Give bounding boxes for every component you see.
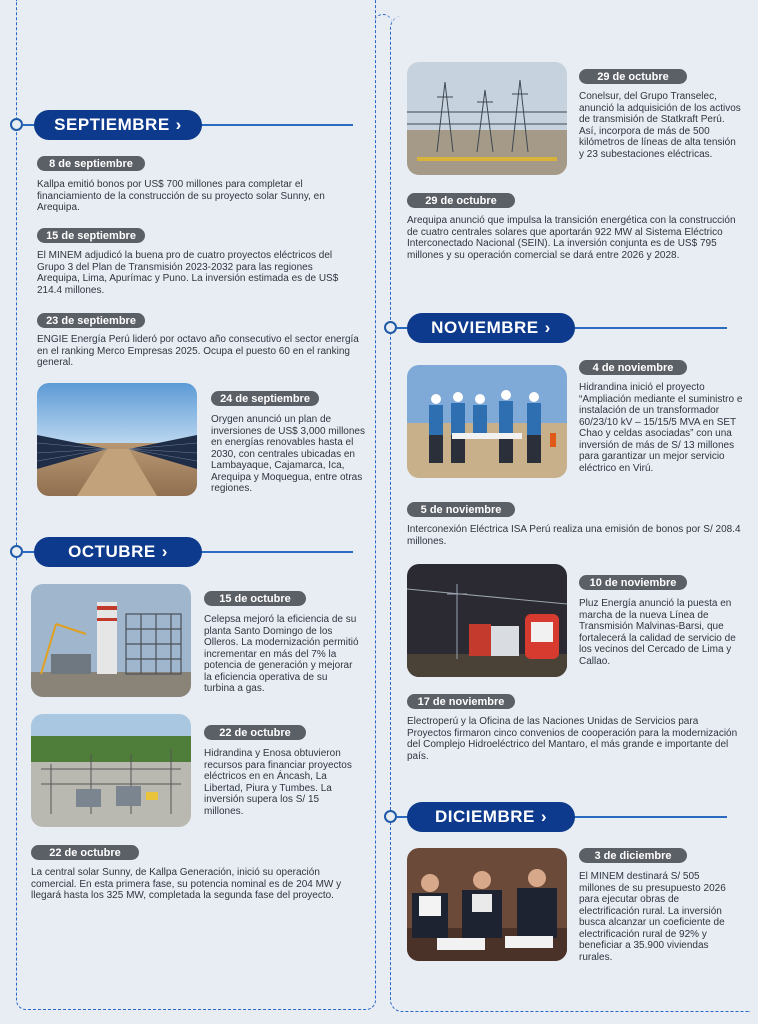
- date-badge: 22 de octubre: [31, 845, 139, 860]
- date-badge: 8 de septiembre: [37, 156, 145, 171]
- event-text: Kallpa emitió bonos por US$ 700 millones para completar el financiamiento de la construcción de su proyecto solar Sunny, en Arequipa.: [37, 179, 325, 213]
- solar-farm-photo: [37, 383, 197, 496]
- event-text: Pluz Energía anunció la puesta en marcha de la nueva Línea de Transmisión Malvinas-Barsi, que fortalecerá la calidad de servicio de los vecinos del Cercado de Lima y Callao.: [579, 598, 736, 667]
- date-badge: 15 de septiembre: [37, 228, 145, 243]
- event-text: El MINEM destinará S/ 505 millones de su presupuesto 2026 para ejecutar obras de electrificación rural. La inversión busca alcanzar un coeficiente de electrificación rural de 92% y beneficiar a 35.900 viviendas rurales.: [579, 871, 726, 963]
- month-noviembre-pill[interactable]: [407, 313, 575, 343]
- date-badge: 24 de septiembre: [211, 391, 319, 406]
- event-text: Arequipa anunció que impulsa la transición energética con la construcción de cuatro centrales solares que aportarán 922 MW al Sistema Eléctrico Interconectado Nacional (SEIN). La inversión conjunta es de US$ 795 millones y su operación comercial se dará entre 2026 y 2028.: [407, 215, 736, 261]
- date-badge: 5 de noviembre: [407, 502, 515, 517]
- date-badge: 23 de septiembre: [37, 313, 145, 328]
- event-text: Hidrandina y Enosa obtuvieron recursos para financiar proyectos eléctricos en en Áncash, La Libertad, Piura y Tumbes. La inversión supera los S/ 15 millones.: [204, 748, 352, 817]
- chevron-right-icon: ›: [175, 115, 182, 134]
- date-badge: 15 de octubre: [204, 591, 306, 606]
- timeline-dot-septiembre: [10, 118, 23, 131]
- meeting-photo: [407, 848, 567, 961]
- event-text: Hidrandina inició el proyecto “Ampliación mediante el suministro e instalación de un transformador 60/23/10 kV – 15/15/5 MVA en SET Chao y celdas asociadas” con una inversión de más de S/ 13 millones para garantizar un mejor servicio eléctrico en Virú.: [579, 382, 743, 474]
- power-plant-photo: [31, 584, 191, 697]
- date-badge: 3 de diciembre: [579, 848, 687, 863]
- month-septiembre-pill[interactable]: [34, 110, 202, 140]
- date-badge: 10 de noviembre: [579, 575, 687, 590]
- month-septiembre-label: SEPTIEMBRE: [54, 115, 170, 134]
- month-noviembre-label: NOVIEMBRE: [431, 318, 539, 337]
- date-badge: 29 de octubre: [579, 69, 687, 84]
- chevron-right-icon: ›: [161, 542, 168, 561]
- date-badge: 29 de octubre: [407, 193, 515, 208]
- timeline-dot-octubre: [10, 545, 23, 558]
- event-text: Conelsur, del Grupo Transelec, anunció la adquisición de los activos de transmisión de Statkraft Perú. Así, incorpora de más de 500 kilómetros de líneas de alta tensión y 23 subestaciones eléctricas.: [579, 91, 741, 160]
- timeline-dot-noviembre: [384, 321, 397, 334]
- event-text: Electroperú y la Oficina de las Naciones Unidas de Servicios para Proyectos firmaron cinco convenios de cooperación para la modernización del Complejo Hidroeléctrico del Mantaro, el más grande e importante del país.: [407, 716, 738, 762]
- month-diciembre-pill[interactable]: [407, 802, 575, 832]
- month-diciembre-label: DICIEMBRE: [434, 807, 535, 826]
- chevron-right-icon: ›: [544, 318, 551, 337]
- month-octubre-label: OCTUBRE: [68, 542, 156, 561]
- date-badge: 4 de noviembre: [579, 360, 687, 375]
- transmission-towers-photo: [407, 62, 567, 175]
- event-text: Interconexión Eléctrica ISA Perú realiza una emisión de bonos por S/ 208.4 millones.: [407, 524, 741, 547]
- event-text: El MINEM adjudicó la buena pro de cuatro proyectos eléctricos del Grupo 3 del Plan de Transmisión 2023-2032 para las regiones Arequipa, Lima, Apurímac y Puno. La inversión estimada es de US$ 214.4 millones.: [37, 250, 339, 296]
- event-text: Orygen anunció un plan de inversiones de US$ 3,000 millones en energías renovables hasta el 2030, con centrales ubicadas en Lambayaque, Cajamarca, Ica, Arequipa y Moquegua, entre otras regiones.: [211, 414, 365, 494]
- event-text: Celepsa mejoró la eficiencia de su planta Santo Domingo de los Olleros. La modernización permitió incrementar en más del 7% la potencia de generación y mejorar la eficiencia operativa de su turbina a gas.: [204, 614, 359, 694]
- date-badge: 17 de noviembre: [407, 694, 515, 709]
- date-badge: 22 de octubre: [204, 725, 306, 740]
- timeline-dot-diciembre: [384, 810, 397, 823]
- month-octubre-pill[interactable]: [34, 537, 202, 567]
- event-text: ENGIE Energía Perú lideró por octavo año consecutivo el sector energía en el ranking Merco Empresas 2025. Ocupa el puesto 60 en el ranking general.: [37, 334, 359, 368]
- right-timeline-top-curve: [374, 14, 392, 26]
- event-text: La central solar Sunny, de Kallpa Generación, inició su operación comercial. En esta primera fase, su potencia nominal es de 204 MW y llegará hasta los 325 MW, completada la segunda fase del proyecto.: [31, 867, 342, 901]
- chevron-right-icon: ›: [540, 807, 548, 826]
- substation-photo: [31, 714, 191, 827]
- night-equipment-photo: [407, 564, 567, 677]
- workers-photo: [407, 365, 567, 478]
